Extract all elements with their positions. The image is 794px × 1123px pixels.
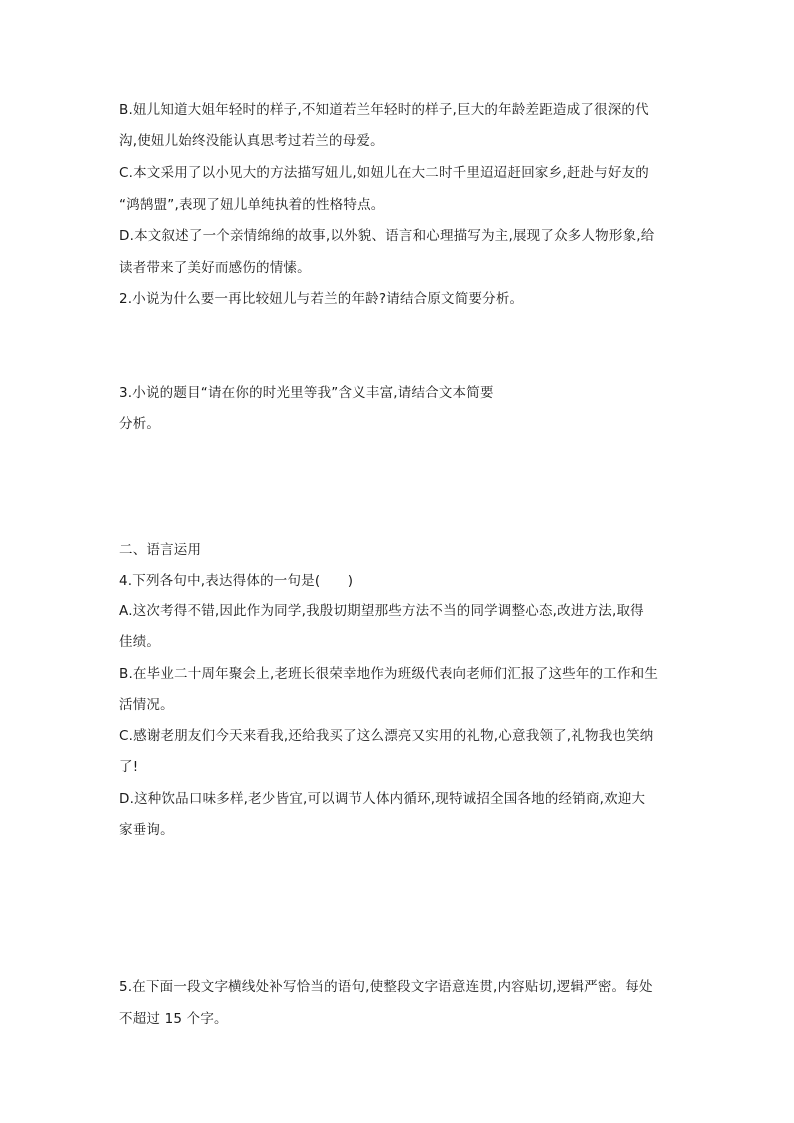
q4-option-c-line-2: 了! [119,759,139,775]
option-c-line-2: “鸿鹄盟”,表现了妞儿单纯执着的性格特点。 [119,197,385,213]
question-5-line-1: 5.在下面一段文字横线处补写恰当的语句,使整段文字语意连贯,内容贴切,逻辑严密。每处 [119,979,653,995]
option-d-line-1: D.本文叙述了一个亲情绵绵的故事,以外貌、语言和心理描写为主,展现了众多人物形象,给 [119,228,655,244]
question-3-line-2: 分析。 [119,416,161,432]
question-4: 4.下列各句中,表达得体的一句是( ) [119,573,354,589]
q4-option-a-line-1: A.这次考得不错,因此作为同学,我殷切期望那些方法不当的同学调整心态,改进方法,取得 [119,603,644,619]
question-2: 2.小说为什么要一再比较妞儿与若兰的年龄?请结合原文简要分析。 [119,291,524,307]
option-d-line-2: 读者带来了美好而感伤的情愫。 [119,260,311,276]
q4-option-b-line-2: 活情况。 [119,697,174,713]
option-b-line-2: 沟,使妞儿始终没能认真思考过若兰的母爱。 [119,133,384,149]
q4-option-b-line-1: B.在毕业二十周年聚会上,老班长很荣幸地作为班级代表向老师们汇报了这些年的工作和生 [119,666,659,682]
q4-option-a-line-2: 佳绩。 [119,634,161,650]
question-5-line-2: 不超过 15 个字。 [119,1011,228,1027]
option-c-line-1: C.本文采用了以小见大的方法描写妞儿,如妞儿在大二时千里迢迢赶回家乡,赶赴与好友的 [119,165,649,181]
section-heading-language-use: 二、语言运用 [119,542,202,558]
q4-option-c-line-1: C.感谢老朋友们今天来看我,还给我买了这么漂亮又实用的礼物,心意我领了,礼物我也笑纳 [119,728,654,744]
q4-option-d-line-2: 家垂询。 [119,822,174,838]
option-b-line-1: B.妞儿知道大姐年轻时的样子,不知道若兰年轻时的样子,巨大的年龄差距造成了很深的代 [119,102,649,118]
question-3-line-1: 3.小说的题目“请在你的时光里等我”含义丰富,请结合文本简要 [119,385,494,401]
q4-option-d-line-1: D.这种饮品口味多样,老少皆宜,可以调节人体内循环,现特诚招全国各地的经销商,欢迎大 [119,791,646,807]
